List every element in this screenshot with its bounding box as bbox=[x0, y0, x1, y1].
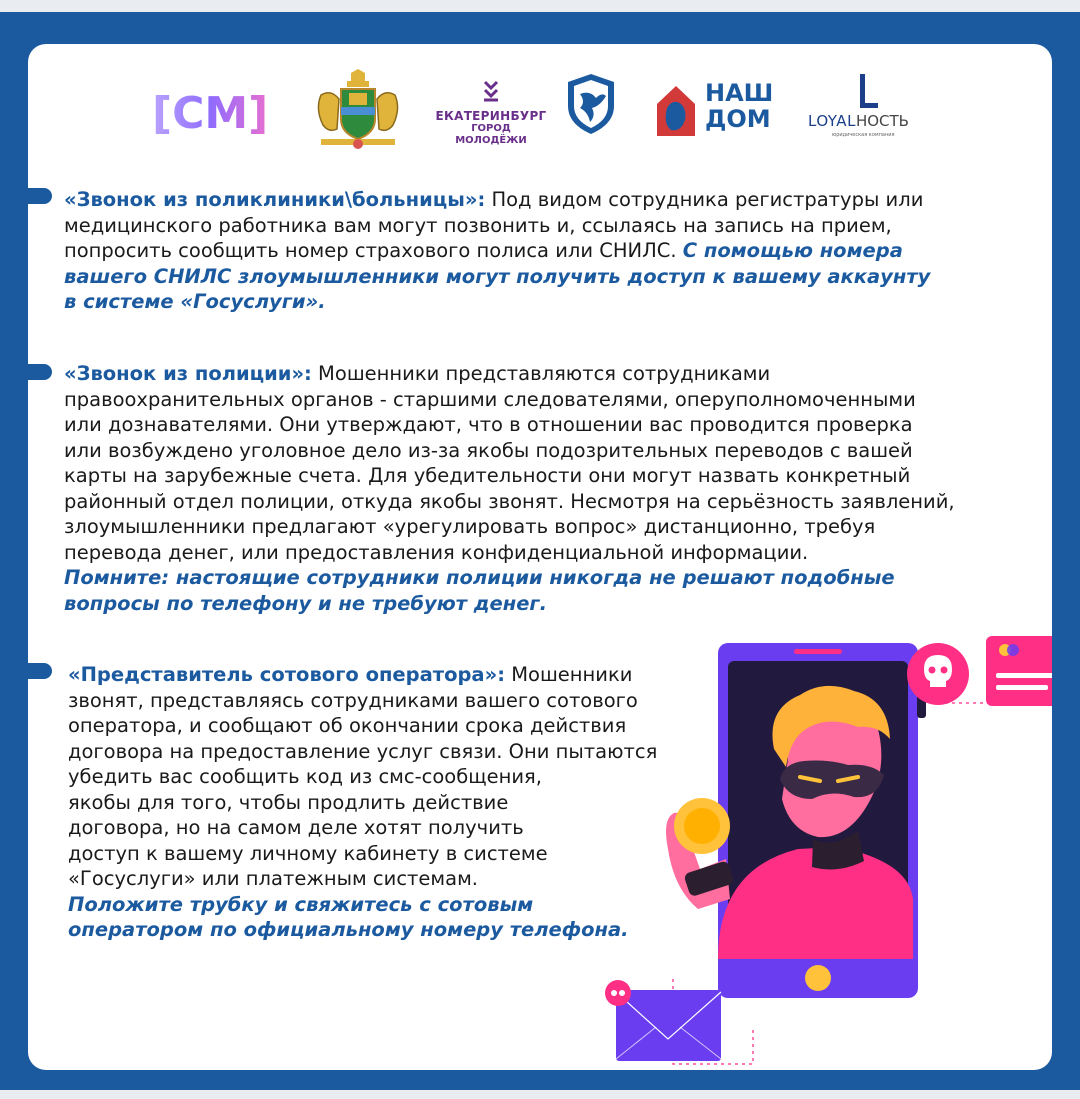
shield-logo bbox=[566, 72, 616, 136]
cm-logo-text: [СМ] bbox=[152, 88, 269, 136]
cm-logo bbox=[152, 86, 284, 136]
section-polyclinic-call: «Звонок из поликлиники\больницы»: Под видом сотрудника регистратуры или медицинского работника вам могут позвонить и, ссылаясь на запись на прием, попросить сообщить номер страхового полиса или СНИЛС. С помощью номера вашего СНИЛС злоумышленники могут получить доступ к вашему аккаунту в системе «Госуслуги». bbox=[64, 188, 931, 313]
section-1-bullet bbox=[28, 188, 52, 204]
section-1-heading: «Звонок из поликлиники\больницы»: bbox=[64, 188, 486, 211]
section-2-heading: «Звонок из полиции»: bbox=[64, 362, 312, 385]
blue-frame bbox=[0, 12, 1080, 1090]
loyalnost-mark bbox=[858, 74, 878, 108]
coat-of-arms-logo bbox=[311, 69, 405, 151]
nash-dom-line1: НАШ bbox=[705, 79, 774, 107]
section-mobile-operator-call: «Представитель сотового оператора»: Мошенники звонят, представляясь сотрудниками вашего сотового оператора, и сообщают об окончании срока действия договора на предоставление услуг связи. Они пытаются убедить вас сообщить код из смс-сообщения, якобы для того, чтобы продлить действие договора, но на самом деле хотят получить доступ к вашему личному кабинету в системе «Госуслуги» или платежным системам. Положите трубку и свяжитесь с сотовым оператором по официальному номеру телефона. bbox=[68, 663, 658, 941]
section-2-bullet bbox=[28, 364, 52, 380]
nash-dom-line2: ДОМ bbox=[705, 105, 771, 133]
notification-badge-icon bbox=[605, 980, 631, 1006]
phone-home-button bbox=[805, 965, 831, 991]
ekaterinburg-line2: ГОРОД МОЛОДЁЖИ bbox=[455, 123, 527, 146]
section-3-heading: «Представитель сотового оператора»: bbox=[68, 663, 505, 686]
loyalnost-wordmark: LOYALНОСТЬ bbox=[808, 112, 909, 130]
credit-card-icon bbox=[986, 636, 1052, 706]
logos-row bbox=[148, 66, 948, 146]
section-3-bullet bbox=[28, 663, 52, 679]
loyalnost-logo bbox=[802, 74, 932, 146]
phone-speaker bbox=[794, 649, 842, 654]
nash-dom-logo bbox=[653, 80, 783, 142]
content-card bbox=[28, 44, 1052, 1070]
section-police-call: «Звонок из полиции»: Мошенники представляются сотрудниками правоохранительных органов - старшими следователями, оперуполномоченными или дознавателями. Они утверждают, что в отношении вас проводится проверка или возбуждено уголовное дело из-за якобы подозрительных переводов с вашей карты на зарубежные счета. Для убедительности они могут назвать конкретный районный отдел полиции, откуда якобы звонят. Несмотря на серьёзность заявлений, злоумышленники предлагают «урегулировать вопрос» дистанционно, требуя перевода денег, или предоставления конфиденциальной информации. Помните: настоящие сотрудники полиции никогда не решают подобные вопросы по телефону и не требуют денег. bbox=[64, 362, 955, 615]
ekaterinburg-logo bbox=[435, 80, 547, 146]
loyalnost-subtitle: юридическая компания bbox=[832, 132, 895, 138]
ekaterinburg-line1: ЕКАТЕРИНБУРГ bbox=[435, 109, 547, 123]
envelope-icon bbox=[616, 990, 721, 1061]
